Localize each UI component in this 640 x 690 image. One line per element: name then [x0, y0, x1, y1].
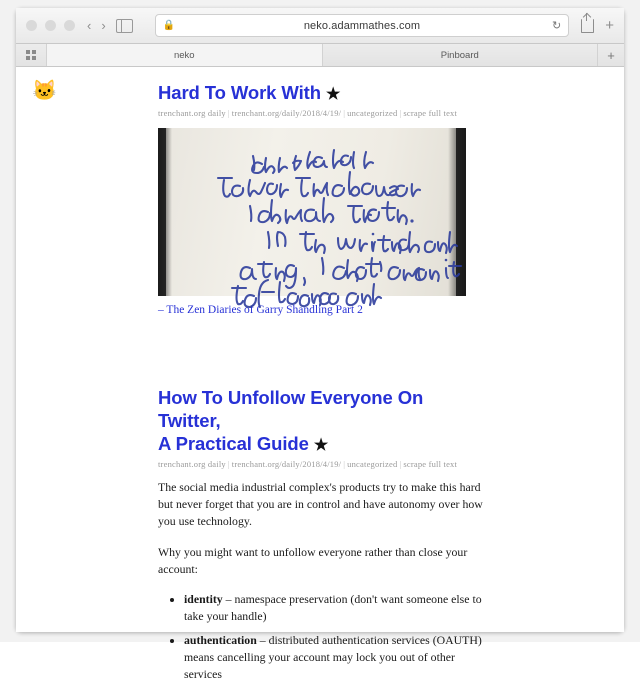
tab-label: neko — [173, 49, 195, 61]
toolbar-right-icons[interactable] — [581, 18, 614, 33]
bullet-text: – namespace preservation (don't want someone else to take your handle) — [184, 591, 482, 623]
post-spacer — [158, 316, 488, 378]
tab-overview-button[interactable] — [16, 44, 47, 66]
window-controls[interactable] — [26, 20, 75, 31]
navigation-buttons[interactable] — [87, 19, 139, 33]
share-icon[interactable] — [581, 19, 594, 33]
photo-caption[interactable] — [158, 304, 488, 316]
star-icon[interactable]: ★ — [313, 437, 329, 455]
meta-permalink[interactable]: trenchant.org/daily/2018/4/19/ — [231, 108, 342, 118]
bullet-term: identity — [184, 591, 223, 606]
list-item — [184, 591, 488, 625]
plus-icon[interactable]: + — [605, 17, 614, 34]
minimize-button[interactable] — [45, 20, 56, 31]
handwritten-note-photo — [158, 128, 466, 296]
post-meta-1: trenchant.org daily | trenchant.org/daily/2018/4/19/ | uncategorized | scrape full text — [158, 108, 458, 118]
tab-neko[interactable] — [47, 44, 323, 66]
browser-window — [16, 8, 624, 682]
tab-label: Pinboard — [440, 49, 479, 61]
url-text: neko.adammathes.com — [303, 19, 421, 32]
tab-bar — [16, 44, 624, 67]
caption-text: – The Zen Diaries of Garry Shandling Part 2 — [158, 304, 363, 316]
zoom-button[interactable] — [64, 20, 75, 31]
meta-category[interactable]: uncategorized — [347, 459, 398, 470]
new-tab-button[interactable]: + — [607, 47, 615, 63]
post-title-text: Hard To Work With — [158, 82, 321, 103]
meta-scrape[interactable]: scrape full text — [403, 459, 458, 470]
meta-category[interactable]: uncategorized — [347, 108, 398, 118]
sidebar-icon[interactable] — [116, 19, 133, 33]
close-button[interactable] — [26, 20, 37, 31]
browser-toolbar — [16, 8, 624, 44]
meta-permalink[interactable]: trenchant.org/daily/2018/4/19/ — [231, 459, 342, 470]
post-title-2[interactable] — [158, 386, 488, 456]
favicon-cat: 🐱 — [32, 80, 57, 102]
tab-pinboard[interactable] — [323, 44, 599, 66]
grid-icon — [26, 50, 36, 60]
meta-source[interactable]: trenchant.org daily — [158, 108, 226, 118]
bullet-text: – distributed authentication services (OAUTH) means cancelling your account may lock you out of other services — [184, 632, 482, 682]
handwriting-svg — [158, 128, 466, 296]
post-paragraph-1: The social media industrial complex's products try to make this hard but never forget that you are in control and have autonomy over how you use technology. — [158, 480, 483, 529]
star-icon[interactable]: ★ — [325, 86, 341, 103]
list-item — [184, 632, 488, 683]
meta-source[interactable]: trenchant.org daily — [158, 459, 226, 470]
address-bar[interactable] — [155, 14, 570, 37]
post-paragraph-2: Why you might want to unfollow everyone rather than close your account: — [158, 544, 468, 576]
bullet-term: authentication — [184, 632, 257, 647]
page-content — [16, 67, 624, 682]
post-title-line1: How To Unfollow Everyone On Twitter, — [158, 387, 424, 432]
meta-scrape[interactable]: scrape full text — [403, 108, 458, 118]
article-column — [158, 73, 488, 690]
lock-icon: 🔒 — [162, 20, 176, 31]
post-meta-2: trenchant.org daily | trenchant.org/daily/2018/4/19/ | uncategorized | scrape full text — [158, 459, 458, 470]
post-title-1[interactable] — [158, 81, 488, 105]
forward-button[interactable]: › — [101, 18, 106, 33]
post-title-line2: A Practical Guide — [158, 433, 309, 455]
reload-icon[interactable]: ↻ — [552, 20, 562, 32]
back-button[interactable]: ‹ — [87, 18, 92, 33]
post-bullet-list — [158, 591, 488, 683]
